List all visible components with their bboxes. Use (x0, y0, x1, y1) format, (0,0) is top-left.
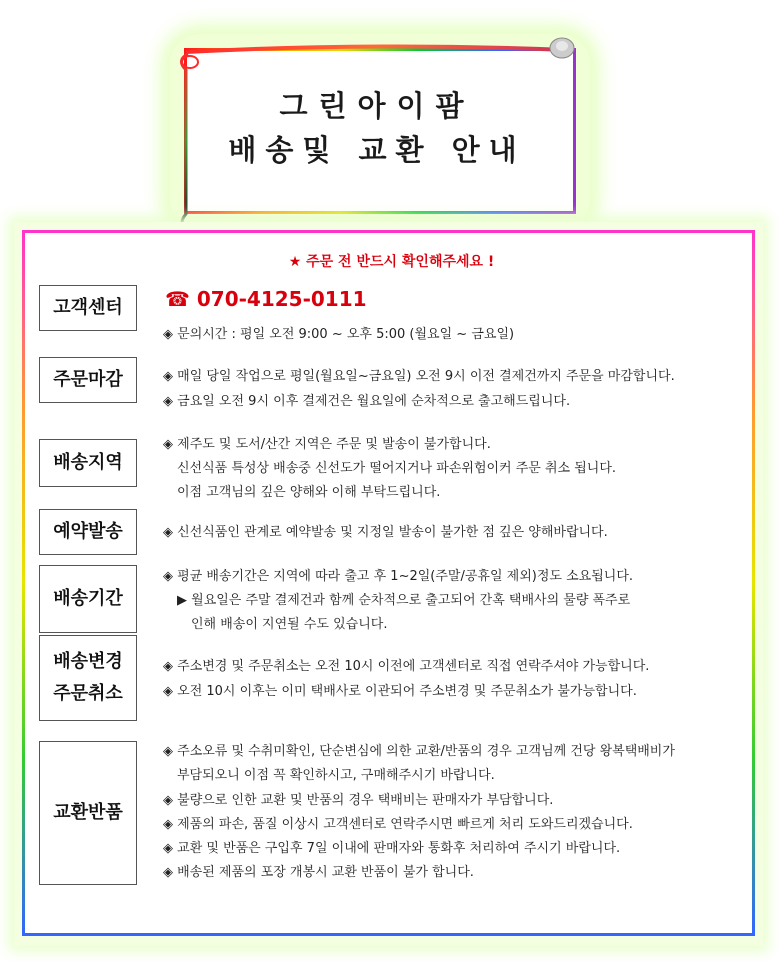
center-hours-text: ◈ 문의시간 : 평일 오전 9:00 ~ 오후 5:00 (월요일 ~ 금요일) (163, 327, 515, 342)
period-line-2: ▶ 월요일은 주말 결제건과 함께 순차적으로 출고되어 간혹 택배사의 물량 폭주로 (177, 593, 631, 608)
info-box (22, 230, 755, 936)
exchange-line-3: ◈ 불량으로 인한 교환 및 반품의 경우 택배비는 판매자가 부담합니다. (163, 793, 554, 808)
exchange-line-6: ◈ 배송된 제품의 포장 개봉시 교환 반품이 불가 합니다. (163, 865, 474, 880)
exchange-line-1: ◈ 주소오류 및 수취미확인, 단순변심에 의한 교환/반품의 경우 고객님께 건당 왕복택배비가 (163, 744, 675, 759)
scroll-roll-right-icon (540, 28, 580, 68)
phone-number: ☎ 070-4125-0111 (165, 287, 367, 311)
label-delivery-region: 배송지역 (39, 439, 137, 487)
label-exchange-return: 교환반품 (39, 741, 137, 885)
period-line-1: ◈ 평균 배송기간은 지역에 따라 출고 후 1~2일(주말/공휴일 제외)정도 소요됩니다. (163, 569, 634, 584)
title-banner (160, 10, 600, 230)
label-customer-center: 고객센터 (39, 285, 137, 331)
label-order-deadline: 주문마감 (39, 357, 137, 403)
region-line-3: 이점 고객님의 깊은 양해와 이해 부탁드립니다. (177, 485, 441, 500)
label-change-cancel (39, 635, 137, 721)
scroll-roll-top-icon (176, 40, 576, 60)
exchange-line-5: ◈ 교환 및 반품은 구입후 7일 이내에 판매자와 통화후 처리하여 주시기 바랍니다. (163, 841, 621, 856)
reserve-line-1: ◈ 신선식품인 관계로 예약발송 및 지정일 발송이 불가한 점 깊은 양해바랍니다. (163, 525, 608, 540)
change-line-1: ◈ 주소변경 및 주문취소는 오전 10시 이전에 고객센터로 직접 연락주셔야 가능합니다. (163, 659, 650, 674)
label-cancel-text: 주문취소 (53, 683, 123, 704)
label-delivery-period: 배송기간 (39, 565, 137, 633)
change-line-2: ◈ 오전 10시 이후는 이미 택배사로 이관되어 주소변경 및 주문취소가 불가능합니다. (163, 684, 637, 699)
exchange-line-4: ◈ 제품의 파손, 품질 이상시 고객센터로 연락주시면 빠르게 처리 도와드리겠습니다. (163, 817, 633, 832)
banner-title-subtitle: 배송및 교환 안내 (228, 133, 526, 167)
banner-title-brand: 그린아이팜 (279, 89, 475, 123)
label-change-text: 배송변경 (53, 651, 123, 672)
label-reserved-shipping: 예약발송 (39, 509, 137, 555)
deadline-line-1: ◈ 매일 당일 작업으로 평일(월요일~금요일) 오전 9시 이전 결제건까지 주문을 마감합니다. (163, 369, 675, 384)
deadline-line-2: ◈ 금요일 오전 9시 이후 결제건은 월요일에 순차적으로 출고해드립니다. (163, 394, 571, 409)
exchange-line-2: 부담되오니 이점 꼭 확인하시고, 구매해주시기 바랍니다. (177, 768, 495, 783)
region-line-1: ◈ 제주도 및 도서/산간 지역은 주문 및 발송이 불가합니다. (163, 437, 491, 452)
period-line-3: 인해 배송이 지연될 수도 있습니다. (191, 617, 388, 632)
notice-text: ★ 주문 전 반드시 확인해주세요 ! (288, 254, 495, 270)
region-line-2: 신선식품 특성상 배송중 신선도가 떨어지거나 파손위험이커 주문 취소 됩니다. (177, 461, 617, 476)
